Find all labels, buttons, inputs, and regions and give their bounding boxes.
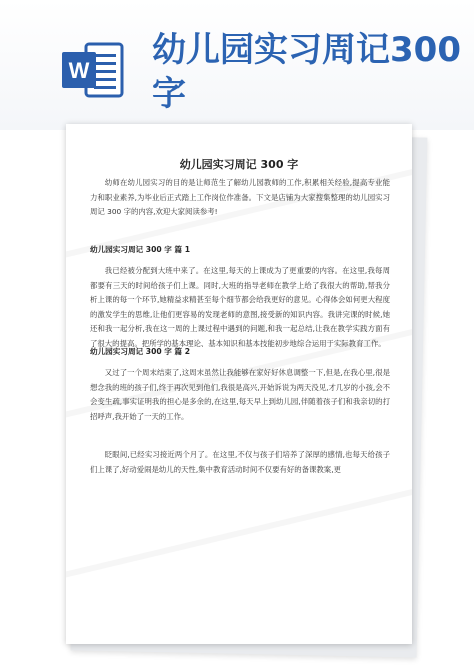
logo-letter: W [68,58,90,83]
section-2-paragraph-2: 眨眼间,已经实习接近两个月了。在这里,不仅与孩子们培养了深厚的感情,也每天给孩子们上课了,好动爱闹是幼儿的天性,集中教育活动时间不仅要有好的备课教案,更 [90,450,390,474]
document-title: 幼儿园实习周记 300 字 [179,158,299,171]
section-2-paragraph-1: 又过了一个周末结束了,这周末虽然让我能够在家好好休息调整一下,但是,在我心里,很是想念我的班的孩子们,终于再次见到他们,我很是高兴,开始诉说为两天没见,才几岁的小孩,会不会变生疏,事实证明我的担心是多余的,在这里,每天早上到幼儿园,伴随着孩子们和我亲切的打招呼声,我开始了一天的工作。 [90,368,390,421]
document-preview [66,124,416,654]
word-document-icon [60,36,128,104]
intro-paragraph: 幼师在幼儿园实习的目的是让师范生了解幼儿园教师的工作,积累相关经验,提高专业能力和职业素养,为毕业后正式踏上工作岗位作准备。下文是店铺为大家搜集整理的幼儿园实习周记 300 字的内容,欢迎大家阅读参考! [90,178,390,217]
section-heading-1: 幼儿园实习周记 300 字 篇 1 [90,245,191,254]
section-1-paragraph: 我已经被分配到大班中来了。在这里,每天的上课成为了更重要的内容。在这里,我每周都要有三天的时间给孩子们上课。同时,大班的指导老师在教学上给了我很大的帮助,帮我分析上课的每一个环节,她精益求精甚至每个细节都会给我更好的意见。心得体会如何更大程度的激发学生的思维,让他们更容易的发现老师的意图,接受新的知识内容。我讲完课的时候,她还和我一起分析,我在这一周的上课过程中遇到的问题,和我一起总结,让我在教学实践方面有了很大的提高。把所学的基本理论、基本知识和基本技能初步地综合运用于实际教育工作。 [90,266,390,348]
section-heading-2: 幼儿园实习周记 300 字 篇 2 [90,347,191,356]
page-title: 幼儿园实习周记300字 [152,30,461,114]
document-page [66,124,412,644]
